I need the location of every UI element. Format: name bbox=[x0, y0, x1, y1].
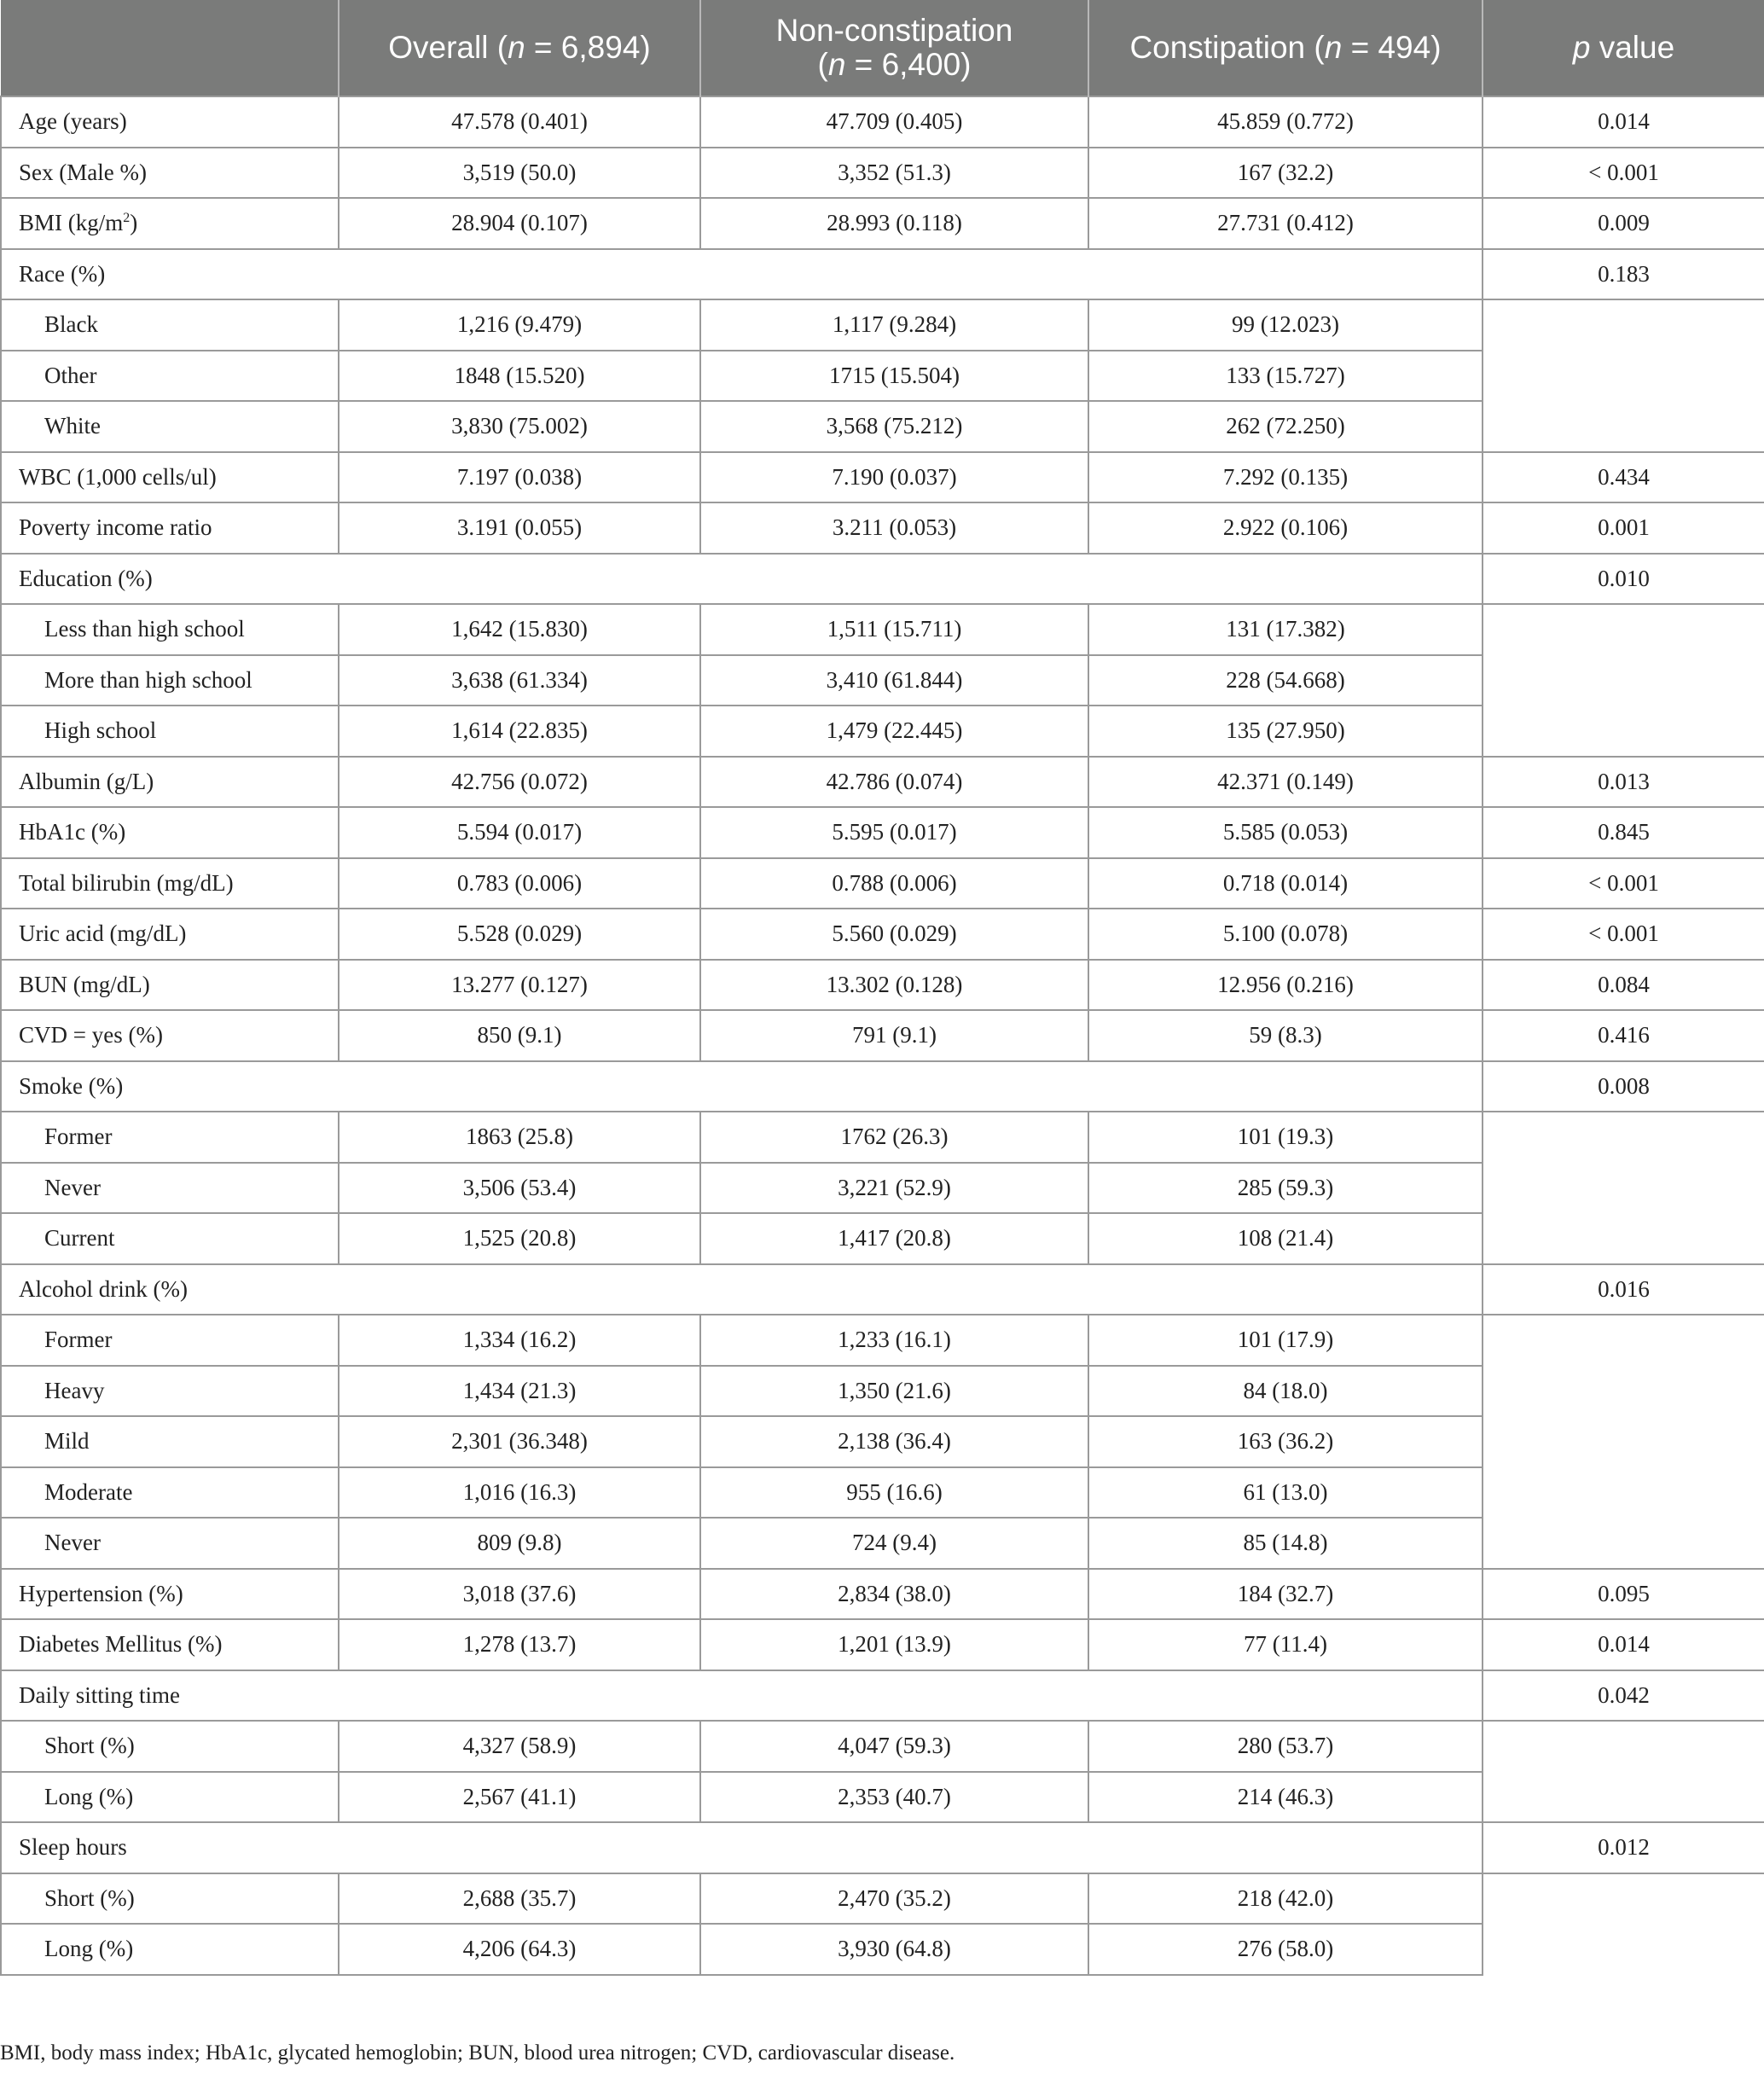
row-label: Heavy bbox=[1, 1366, 339, 1417]
table-row bbox=[1, 502, 1764, 554]
cell-non-constipation: 955 (16.6) bbox=[700, 1467, 1088, 1519]
cell-constipation: 167 (32.2) bbox=[1088, 148, 1483, 199]
cell-non-constipation: 791 (9.1) bbox=[700, 1010, 1088, 1061]
table-footnote: BMI, body mass index; HbA1c, glycated hemoglobin; BUN, blood urea nitrogen; CVD, cardiovascular disease. bbox=[0, 2041, 955, 2064]
cell-constipation: 61 (13.0) bbox=[1088, 1467, 1483, 1519]
cell-non-constipation: 5.595 (0.017) bbox=[700, 807, 1088, 858]
cell-overall: 1,334 (16.2) bbox=[339, 1315, 700, 1366]
table-subgroup-row bbox=[1, 1873, 1764, 1925]
cell-constipation: 27.731 (0.412) bbox=[1088, 198, 1483, 249]
cell-constipation: 84 (18.0) bbox=[1088, 1366, 1483, 1417]
cell-non-constipation: 1,417 (20.8) bbox=[700, 1213, 1088, 1264]
cell-non-constipation: 2,138 (36.4) bbox=[700, 1416, 1088, 1467]
cell-constipation: 85 (14.8) bbox=[1088, 1518, 1483, 1569]
cell-p-value: < 0.001 bbox=[1483, 148, 1764, 199]
cell-overall: 3,638 (61.334) bbox=[339, 655, 700, 706]
cell-constipation: 0.718 (0.014) bbox=[1088, 858, 1483, 909]
header-constipation: Constipation (n = 494) bbox=[1088, 0, 1483, 96]
cell-p-value: 0.095 bbox=[1483, 1569, 1764, 1620]
cell-non-constipation: 5.560 (0.029) bbox=[700, 909, 1088, 960]
cell-non-constipation: 28.993 (0.118) bbox=[700, 198, 1088, 249]
cell-p-value: 0.014 bbox=[1483, 1619, 1764, 1670]
header-p-value: p value bbox=[1483, 0, 1764, 96]
row-label: Long (%) bbox=[1, 1772, 339, 1823]
cell-constipation: 262 (72.250) bbox=[1088, 401, 1483, 452]
table-row bbox=[1, 909, 1764, 960]
row-label: Former bbox=[1, 1112, 339, 1163]
cell-overall: 1,434 (21.3) bbox=[339, 1366, 700, 1417]
cell-p-value: 0.042 bbox=[1483, 1670, 1764, 1722]
row-label: High school bbox=[1, 706, 339, 757]
cell-non-constipation: 2,470 (35.2) bbox=[700, 1873, 1088, 1925]
cell-constipation: 45.859 (0.772) bbox=[1088, 96, 1483, 148]
cell-overall: 13.277 (0.127) bbox=[339, 960, 700, 1011]
cell-p-value: 0.183 bbox=[1483, 249, 1764, 300]
cell-non-constipation: 2,353 (40.7) bbox=[700, 1772, 1088, 1823]
cell-constipation: 135 (27.950) bbox=[1088, 706, 1483, 757]
cell-constipation: 133 (15.727) bbox=[1088, 351, 1483, 402]
row-label: Education (%) bbox=[1, 554, 1483, 605]
row-label: Albumin (g/L) bbox=[1, 757, 339, 808]
cell-p-value: 0.001 bbox=[1483, 502, 1764, 554]
row-label: Never bbox=[1, 1163, 339, 1214]
row-label: BMI $(kg/m^2)$ bbox=[1, 198, 339, 249]
cell-overall: 1,525 (20.8) bbox=[339, 1213, 700, 1264]
cell-non-constipation: 1715 (15.504) bbox=[700, 351, 1088, 402]
cell-overall: 4,206 (64.3) bbox=[339, 1924, 700, 1975]
cell-overall: 0.783 (0.006) bbox=[339, 858, 700, 909]
cell-constipation: 12.956 (0.216) bbox=[1088, 960, 1483, 1011]
table-row bbox=[1, 198, 1764, 249]
cell-overall: 1848 (15.520) bbox=[339, 351, 700, 402]
cell-constipation: 184 (32.7) bbox=[1088, 1569, 1483, 1620]
row-label: Black bbox=[1, 299, 339, 351]
row-label: More than high school bbox=[1, 655, 339, 706]
cell-overall: 3,506 (53.4) bbox=[339, 1163, 700, 1214]
row-label: Poverty income ratio bbox=[1, 502, 339, 554]
table-row bbox=[1, 1619, 1764, 1670]
row-label: Daily sitting time bbox=[1, 1670, 1483, 1722]
row-label: Sex (Male %) bbox=[1, 148, 339, 199]
cell-p-value: 0.014 bbox=[1483, 96, 1764, 148]
cell-overall: 5.528 (0.029) bbox=[339, 909, 700, 960]
cell-non-constipation: 0.788 (0.006) bbox=[700, 858, 1088, 909]
cell-constipation: 131 (17.382) bbox=[1088, 604, 1483, 655]
row-label: Hypertension (%) bbox=[1, 1569, 339, 1620]
cell-non-constipation: 3,568 (75.212) bbox=[700, 401, 1088, 452]
table-group-row bbox=[1, 1822, 1764, 1873]
cell-overall: 3,519 (50.0) bbox=[339, 148, 700, 199]
cell-p-value: 0.009 bbox=[1483, 198, 1764, 249]
cell-constipation: 59 (8.3) bbox=[1088, 1010, 1483, 1061]
table-subgroup-row bbox=[1, 1721, 1764, 1772]
cell-p-value: 0.008 bbox=[1483, 1061, 1764, 1112]
row-label: Former bbox=[1, 1315, 339, 1366]
table-subgroup-row bbox=[1, 299, 1764, 351]
cell-p-value: 0.010 bbox=[1483, 554, 1764, 605]
row-label: Diabetes Mellitus (%) bbox=[1, 1619, 339, 1670]
table-row bbox=[1, 148, 1764, 199]
cell-non-constipation: 1,201 (13.9) bbox=[700, 1619, 1088, 1670]
cell-non-constipation: 2,834 (38.0) bbox=[700, 1569, 1088, 1620]
cell-overall: 2,567 (41.1) bbox=[339, 1772, 700, 1823]
row-label: Sleep hours bbox=[1, 1822, 1483, 1873]
cell-p-value-empty bbox=[1483, 1873, 1764, 1975]
cell-constipation: 77 (11.4) bbox=[1088, 1619, 1483, 1670]
row-label: Long (%) bbox=[1, 1924, 339, 1975]
cell-p-value-empty bbox=[1483, 299, 1764, 452]
cell-overall: 2,301 (36.348) bbox=[339, 1416, 700, 1467]
row-label: BUN (mg/dL) bbox=[1, 960, 339, 1011]
cell-constipation: 2.922 (0.106) bbox=[1088, 502, 1483, 554]
cell-overall: 850 (9.1) bbox=[339, 1010, 700, 1061]
row-label: Mild bbox=[1, 1416, 339, 1467]
cell-overall: 28.904 (0.107) bbox=[339, 198, 700, 249]
cell-overall: 2,688 (35.7) bbox=[339, 1873, 700, 1925]
cell-non-constipation: 3,410 (61.844) bbox=[700, 655, 1088, 706]
cell-non-constipation: 1,117 (9.284) bbox=[700, 299, 1088, 351]
cell-non-constipation: 7.190 (0.037) bbox=[700, 452, 1088, 503]
cell-non-constipation: 3,221 (52.9) bbox=[700, 1163, 1088, 1214]
cell-p-value: 0.416 bbox=[1483, 1010, 1764, 1061]
row-label: Race (%) bbox=[1, 249, 1483, 300]
cell-constipation: 276 (58.0) bbox=[1088, 1924, 1483, 1975]
table-row bbox=[1, 1569, 1764, 1620]
table-row bbox=[1, 807, 1764, 858]
cell-p-value: 0.013 bbox=[1483, 757, 1764, 808]
cell-non-constipation: 3,352 (51.3) bbox=[700, 148, 1088, 199]
cell-non-constipation: 1762 (26.3) bbox=[700, 1112, 1088, 1163]
cell-p-value: 0.084 bbox=[1483, 960, 1764, 1011]
cell-p-value-empty bbox=[1483, 1721, 1764, 1822]
table-header-row bbox=[1, 0, 1764, 96]
cell-overall: 42.756 (0.072) bbox=[339, 757, 700, 808]
row-label: Current bbox=[1, 1213, 339, 1264]
row-label: Uric acid (mg/dL) bbox=[1, 909, 339, 960]
row-label: Smoke (%) bbox=[1, 1061, 1483, 1112]
table-group-row bbox=[1, 249, 1764, 300]
table-subgroup-row bbox=[1, 1315, 1764, 1366]
cell-overall: 1,614 (22.835) bbox=[339, 706, 700, 757]
cell-overall: 3,830 (75.002) bbox=[339, 401, 700, 452]
table-group-row bbox=[1, 1264, 1764, 1315]
table-row bbox=[1, 1010, 1764, 1061]
cell-p-value-empty bbox=[1483, 604, 1764, 757]
row-label: CVD = yes (%) bbox=[1, 1010, 339, 1061]
table-group-row bbox=[1, 1061, 1764, 1112]
cell-overall: 3,018 (37.6) bbox=[339, 1569, 700, 1620]
cell-constipation: 101 (19.3) bbox=[1088, 1112, 1483, 1163]
table-row bbox=[1, 757, 1764, 808]
row-label: Alcohol drink (%) bbox=[1, 1264, 1483, 1315]
cell-overall: 47.578 (0.401) bbox=[339, 96, 700, 148]
cell-overall: 1863 (25.8) bbox=[339, 1112, 700, 1163]
cell-non-constipation: 3,930 (64.8) bbox=[700, 1924, 1088, 1975]
cell-overall: 1,216 (9.479) bbox=[339, 299, 700, 351]
cell-constipation: 7.292 (0.135) bbox=[1088, 452, 1483, 503]
row-label: Never bbox=[1, 1518, 339, 1569]
cell-p-value-empty bbox=[1483, 1315, 1764, 1569]
row-label: Moderate bbox=[1, 1467, 339, 1519]
cell-non-constipation: 47.709 (0.405) bbox=[700, 96, 1088, 148]
header-label-column bbox=[1, 0, 339, 96]
cell-constipation: 214 (46.3) bbox=[1088, 1772, 1483, 1823]
header-overall: Overall (n = 6,894) bbox=[339, 0, 700, 96]
cell-non-constipation: 42.786 (0.074) bbox=[700, 757, 1088, 808]
cell-constipation: 218 (42.0) bbox=[1088, 1873, 1483, 1925]
cell-p-value: < 0.001 bbox=[1483, 909, 1764, 960]
cell-non-constipation: 1,511 (15.711) bbox=[700, 604, 1088, 655]
table-row bbox=[1, 858, 1764, 909]
cell-p-value: 0.845 bbox=[1483, 807, 1764, 858]
cell-non-constipation: 1,350 (21.6) bbox=[700, 1366, 1088, 1417]
cell-constipation: 42.371 (0.149) bbox=[1088, 757, 1483, 808]
cell-p-value: 0.012 bbox=[1483, 1822, 1764, 1873]
row-label: Total bilirubin (mg/dL) bbox=[1, 858, 339, 909]
cell-constipation: 228 (54.668) bbox=[1088, 655, 1483, 706]
row-label: White bbox=[1, 401, 339, 452]
cell-constipation: 99 (12.023) bbox=[1088, 299, 1483, 351]
cell-non-constipation: 13.302 (0.128) bbox=[700, 960, 1088, 1011]
row-label: Short (%) bbox=[1, 1873, 339, 1925]
header-non-constipation: Non-constipation (n = 6,400) bbox=[700, 0, 1088, 96]
cell-p-value: < 0.001 bbox=[1483, 858, 1764, 909]
cell-overall: 1,016 (16.3) bbox=[339, 1467, 700, 1519]
cell-p-value: 0.434 bbox=[1483, 452, 1764, 503]
cell-constipation: 5.585 (0.053) bbox=[1088, 807, 1483, 858]
cell-overall: 809 (9.8) bbox=[339, 1518, 700, 1569]
cell-non-constipation: 1,233 (16.1) bbox=[700, 1315, 1088, 1366]
table-group-row bbox=[1, 554, 1764, 605]
cell-constipation: 163 (36.2) bbox=[1088, 1416, 1483, 1467]
row-label: Short (%) bbox=[1, 1721, 339, 1772]
cell-non-constipation: 1,479 (22.445) bbox=[700, 706, 1088, 757]
cell-overall: 7.197 (0.038) bbox=[339, 452, 700, 503]
cell-constipation: 285 (59.3) bbox=[1088, 1163, 1483, 1214]
table-subgroup-row bbox=[1, 1112, 1764, 1163]
row-label: Other bbox=[1, 351, 339, 402]
row-label: HbA1c (%) bbox=[1, 807, 339, 858]
row-label: Less than high school bbox=[1, 604, 339, 655]
table-row bbox=[1, 960, 1764, 1011]
cell-non-constipation: 3.211 (0.053) bbox=[700, 502, 1088, 554]
cell-p-value-empty bbox=[1483, 1112, 1764, 1264]
cell-overall: 5.594 (0.017) bbox=[339, 807, 700, 858]
cell-constipation: 280 (53.7) bbox=[1088, 1721, 1483, 1772]
cell-constipation: 108 (21.4) bbox=[1088, 1213, 1483, 1264]
cell-overall: 1,642 (15.830) bbox=[339, 604, 700, 655]
cell-non-constipation: 724 (9.4) bbox=[700, 1518, 1088, 1569]
table-row bbox=[1, 96, 1764, 148]
row-label: Age (years) bbox=[1, 96, 339, 148]
cell-constipation: 101 (17.9) bbox=[1088, 1315, 1483, 1366]
table-row bbox=[1, 452, 1764, 503]
cell-overall: 1,278 (13.7) bbox=[339, 1619, 700, 1670]
table-group-row bbox=[1, 1670, 1764, 1722]
cell-overall: 3.191 (0.055) bbox=[339, 502, 700, 554]
cell-constipation: 5.100 (0.078) bbox=[1088, 909, 1483, 960]
row-label: WBC (1,000 cells/ul) bbox=[1, 452, 339, 503]
cell-p-value: 0.016 bbox=[1483, 1264, 1764, 1315]
cell-non-constipation: 4,047 (59.3) bbox=[700, 1721, 1088, 1772]
cell-overall: 4,327 (58.9) bbox=[339, 1721, 700, 1772]
table-subgroup-row bbox=[1, 604, 1764, 655]
